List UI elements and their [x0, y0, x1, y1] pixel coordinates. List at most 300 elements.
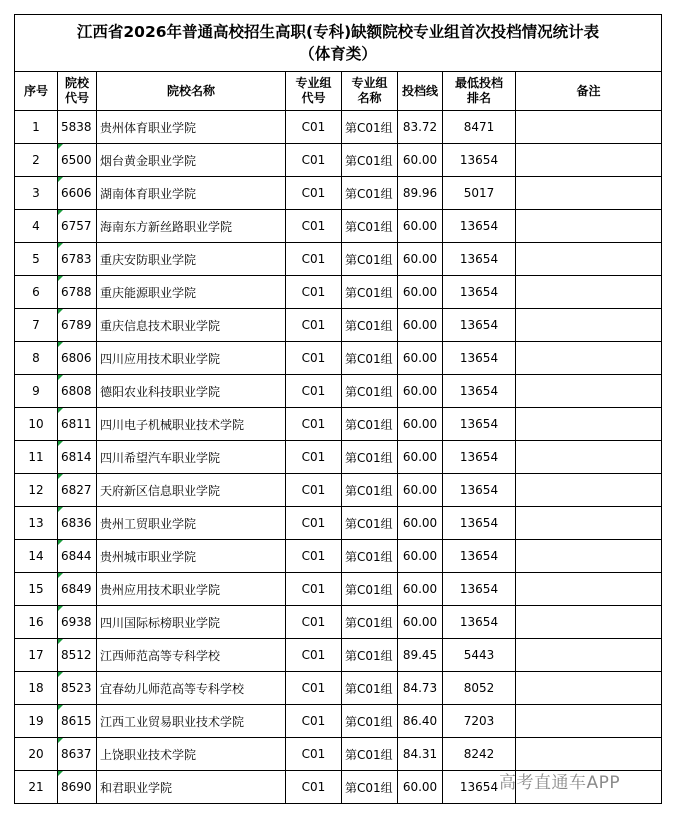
cell-group-code	[286, 276, 342, 309]
cell-min-rank-text: 5017	[463, 186, 495, 200]
table-row	[15, 210, 662, 243]
cell-remark	[516, 342, 662, 375]
cell-seq	[15, 705, 58, 738]
cell-group-name-text: 第C01组	[345, 681, 393, 696]
cell-group-name	[342, 771, 398, 804]
cell-school-code-text: 6808	[61, 384, 92, 398]
cell-group-code-text: C01	[301, 219, 326, 233]
cell-min-rank	[443, 573, 516, 606]
cell-min-rank	[443, 309, 516, 342]
cell-seq-text: 15	[28, 582, 44, 596]
cell-group-code-text: C01	[301, 384, 326, 398]
cell-remark	[516, 210, 662, 243]
cell-seq-text: 1	[32, 120, 40, 134]
cell-school-code	[58, 276, 97, 309]
title-row	[15, 15, 662, 72]
cell-min-rank	[443, 441, 516, 474]
admission-table-sheet	[14, 14, 661, 804]
cell-group-code	[286, 342, 342, 375]
cell-score	[398, 276, 443, 309]
cell-seq-text: 14	[28, 549, 44, 563]
cell-score	[398, 573, 443, 606]
cell-school-name	[97, 507, 286, 540]
cell-school-code-text: 6500	[61, 153, 92, 167]
cell-remark	[516, 111, 662, 144]
table-row	[15, 408, 662, 441]
cell-school-code-text: 5838	[61, 120, 92, 134]
header-school-code: 院校代号	[58, 72, 97, 111]
cell-remark	[516, 441, 662, 474]
cell-score	[398, 672, 443, 705]
cell-group-code-text: C01	[301, 252, 326, 266]
cell-group-code	[286, 375, 342, 408]
cell-group-code-text: C01	[301, 186, 326, 200]
cell-school-code-text: 6849	[61, 582, 92, 596]
cell-min-rank-text: 8471	[463, 120, 495, 134]
cell-school-name	[97, 672, 286, 705]
cell-group-code	[286, 738, 342, 771]
cell-group-name	[342, 540, 398, 573]
cell-comment-flag-icon	[58, 606, 63, 611]
cell-seq	[15, 375, 58, 408]
cell-min-rank-text: 13654	[459, 780, 499, 794]
cell-group-name-text: 第C01组	[345, 747, 393, 762]
cell-group-code-text: C01	[301, 417, 326, 431]
cell-min-rank	[443, 177, 516, 210]
cell-comment-flag-icon	[58, 474, 63, 479]
cell-group-code-text: C01	[301, 483, 326, 497]
watermark-text: 高考直通车APP	[499, 773, 621, 793]
cell-seq	[15, 507, 58, 540]
cell-group-code	[286, 606, 342, 639]
cell-score	[398, 705, 443, 738]
cell-seq-text: 12	[28, 483, 44, 497]
cell-score-text: 60.00	[402, 285, 438, 299]
cell-score-text: 89.96	[402, 186, 438, 200]
cell-seq-text: 8	[32, 351, 40, 365]
cell-score-text: 60.00	[402, 351, 438, 365]
cell-school-code-text: 8637	[61, 747, 92, 761]
cell-school-code-text: 6836	[61, 516, 92, 530]
cell-remark	[516, 375, 662, 408]
header-row	[15, 72, 662, 111]
cell-group-code	[286, 309, 342, 342]
cell-school-code-text: 6811	[61, 417, 92, 431]
cell-remark	[516, 144, 662, 177]
cell-group-name-text: 第C01组	[345, 714, 393, 729]
cell-min-rank-text: 13654	[459, 615, 499, 629]
cell-school-code	[58, 705, 97, 738]
cell-group-name	[342, 441, 398, 474]
cell-seq-text: 13	[28, 516, 44, 530]
cell-group-code	[286, 474, 342, 507]
cell-group-code	[286, 144, 342, 177]
cell-comment-flag-icon	[58, 705, 63, 710]
cell-remark	[516, 474, 662, 507]
cell-min-rank	[443, 474, 516, 507]
cell-group-name-text: 第C01组	[345, 318, 393, 333]
cell-min-rank-text: 13654	[459, 351, 499, 365]
table-row	[15, 144, 662, 177]
cell-seq	[15, 342, 58, 375]
cell-seq-text: 17	[28, 648, 44, 662]
cell-remark	[516, 672, 662, 705]
table-row	[15, 243, 662, 276]
cell-seq	[15, 441, 58, 474]
cell-seq	[15, 210, 58, 243]
cell-score-text: 83.72	[402, 120, 438, 134]
table-row	[15, 738, 662, 771]
cell-school-code	[58, 738, 97, 771]
table-row	[15, 177, 662, 210]
cell-school-code	[58, 144, 97, 177]
cell-group-code-text: C01	[301, 285, 326, 299]
cell-school-name	[97, 771, 286, 804]
cell-group-code-text: C01	[301, 318, 326, 332]
cell-min-rank	[443, 111, 516, 144]
cell-score-text: 60.00	[402, 780, 438, 794]
cell-seq	[15, 144, 58, 177]
cell-group-name	[342, 738, 398, 771]
cell-seq-text: 2	[32, 153, 40, 167]
cell-score-text: 60.00	[402, 483, 438, 497]
header-group-code: 专业组代号	[286, 72, 342, 111]
cell-group-name-text: 第C01组	[345, 780, 393, 795]
cell-group-name	[342, 210, 398, 243]
cell-score-text: 60.00	[402, 615, 438, 629]
cell-min-rank	[443, 144, 516, 177]
cell-group-name-text: 第C01组	[345, 252, 393, 267]
cell-school-name-text: 和君职业学院	[100, 780, 173, 795]
cell-comment-flag-icon	[58, 177, 63, 182]
cell-min-rank-text: 13654	[459, 483, 499, 497]
cell-min-rank	[443, 606, 516, 639]
cell-school-code	[58, 243, 97, 276]
cell-comment-flag-icon	[58, 639, 63, 644]
cell-school-name-text: 宜春幼儿师范高等专科学校	[100, 681, 245, 696]
cell-score-text: 60.00	[402, 450, 438, 464]
cell-school-code-text: 6827	[61, 483, 92, 497]
cell-min-rank	[443, 672, 516, 705]
cell-group-name	[342, 672, 398, 705]
cell-group-name	[342, 309, 398, 342]
cell-score	[398, 375, 443, 408]
cell-group-code-text: C01	[301, 615, 326, 629]
cell-group-code	[286, 243, 342, 276]
cell-group-code	[286, 111, 342, 144]
cell-group-name	[342, 375, 398, 408]
cell-seq	[15, 408, 58, 441]
cell-seq	[15, 738, 58, 771]
cell-group-code-text: C01	[301, 516, 326, 530]
cell-school-code	[58, 474, 97, 507]
cell-score-text: 84.31	[402, 747, 438, 761]
cell-group-name	[342, 474, 398, 507]
cell-seq-text: 7	[32, 318, 40, 332]
cell-remark	[516, 738, 662, 771]
cell-score	[398, 738, 443, 771]
cell-school-name-text: 重庆安防职业学院	[100, 252, 197, 267]
table-row	[15, 309, 662, 342]
cell-min-rank-text: 13654	[459, 285, 499, 299]
cell-school-code-text: 8512	[61, 648, 92, 662]
cell-group-code-text: C01	[301, 450, 326, 464]
table-row	[15, 375, 662, 408]
cell-comment-flag-icon	[58, 507, 63, 512]
cell-school-name-text: 海南东方新丝路职业学院	[100, 219, 233, 234]
cell-score	[398, 408, 443, 441]
cell-min-rank	[443, 276, 516, 309]
cell-score	[398, 540, 443, 573]
table-row	[15, 474, 662, 507]
cell-comment-flag-icon	[58, 309, 63, 314]
admission-table	[14, 14, 662, 804]
cell-score	[398, 474, 443, 507]
header-group-name: 专业组名称	[342, 72, 398, 111]
cell-comment-flag-icon	[58, 276, 63, 281]
cell-comment-flag-icon	[58, 210, 63, 215]
cell-min-rank-text: 13654	[459, 318, 499, 332]
cell-school-code	[58, 111, 97, 144]
cell-school-name	[97, 738, 286, 771]
cell-min-rank	[443, 705, 516, 738]
cell-seq-text: 18	[28, 681, 44, 695]
cell-school-code-text: 6789	[61, 318, 92, 332]
cell-min-rank-text: 13654	[459, 252, 499, 266]
cell-min-rank-text: 13654	[459, 219, 499, 233]
cell-school-name-text: 四川希望汽车职业学院	[100, 450, 221, 465]
cell-group-name	[342, 507, 398, 540]
cell-school-code	[58, 309, 97, 342]
cell-score-text: 60.00	[402, 153, 438, 167]
table-title-line1: 江西省2026年普通高校招生高职(专科)缺额院校专业组首次投档情况统计表	[76, 23, 600, 41]
cell-school-name	[97, 177, 286, 210]
cell-school-name-text: 贵州体育职业学院	[100, 120, 197, 135]
cell-score	[398, 606, 443, 639]
cell-min-rank-text: 13654	[459, 153, 499, 167]
cell-score	[398, 144, 443, 177]
cell-school-code-text: 8523	[61, 681, 92, 695]
cell-score-text: 60.00	[402, 582, 438, 596]
cell-min-rank-text: 13654	[459, 450, 499, 464]
cell-score-text: 60.00	[402, 219, 438, 233]
cell-score-text: 60.00	[402, 549, 438, 563]
cell-remark	[516, 639, 662, 672]
cell-group-code	[286, 210, 342, 243]
cell-group-code	[286, 408, 342, 441]
table-row	[15, 342, 662, 375]
cell-score-text: 60.00	[402, 318, 438, 332]
cell-school-code-text: 6806	[61, 351, 92, 365]
cell-group-name-text: 第C01组	[345, 549, 393, 564]
cell-seq-text: 6	[32, 285, 40, 299]
table-row	[15, 639, 662, 672]
cell-school-code-text: 8615	[61, 714, 92, 728]
cell-seq	[15, 243, 58, 276]
table-row	[15, 111, 662, 144]
cell-comment-flag-icon	[58, 408, 63, 413]
cell-school-name-text: 重庆信息技术职业学院	[100, 318, 221, 333]
cell-remark	[516, 573, 662, 606]
cell-seq	[15, 573, 58, 606]
cell-seq	[15, 111, 58, 144]
cell-remark	[516, 705, 662, 738]
cell-school-name-text: 四川应用技术职业学院	[100, 351, 221, 366]
cell-school-code-text: 8690	[61, 780, 92, 794]
cell-group-name-text: 第C01组	[345, 120, 393, 135]
cell-seq-text: 9	[32, 384, 40, 398]
cell-school-name	[97, 408, 286, 441]
cell-school-name	[97, 342, 286, 375]
table-row	[15, 540, 662, 573]
cell-remark	[516, 177, 662, 210]
table-row	[15, 672, 662, 705]
cell-group-name-text: 第C01组	[345, 417, 393, 432]
cell-min-rank-text: 13654	[459, 384, 499, 398]
cell-group-name-text: 第C01组	[345, 483, 393, 498]
cell-group-name-text: 第C01组	[345, 516, 393, 531]
cell-school-code	[58, 507, 97, 540]
table-row	[15, 276, 662, 309]
cell-group-name-text: 第C01组	[345, 615, 393, 630]
cell-seq-text: 4	[32, 219, 40, 233]
table-body	[15, 111, 662, 804]
table-title	[15, 15, 662, 72]
cell-score	[398, 210, 443, 243]
cell-score-text: 60.00	[402, 516, 438, 530]
cell-group-name-text: 第C01组	[345, 153, 393, 168]
cell-score-text: 60.00	[402, 252, 438, 266]
cell-group-code	[286, 441, 342, 474]
cell-school-code-text: 6783	[61, 252, 92, 266]
cell-score-text: 86.40	[402, 714, 438, 728]
cell-seq-text: 5	[32, 252, 40, 266]
cell-school-code	[58, 441, 97, 474]
cell-min-rank	[443, 375, 516, 408]
cell-school-name-text: 四川国际标榜职业学院	[100, 615, 221, 630]
cell-school-code	[58, 177, 97, 210]
cell-group-code-text: C01	[301, 549, 326, 563]
cell-school-code	[58, 375, 97, 408]
cell-comment-flag-icon	[58, 375, 63, 380]
cell-school-name	[97, 243, 286, 276]
cell-seq	[15, 474, 58, 507]
cell-remark	[516, 606, 662, 639]
cell-min-rank-text: 13654	[459, 417, 499, 431]
cell-school-code-text: 6606	[61, 186, 92, 200]
cell-school-name	[97, 441, 286, 474]
cell-score	[398, 243, 443, 276]
cell-school-name	[97, 573, 286, 606]
cell-min-rank-text: 13654	[459, 582, 499, 596]
cell-group-name-text: 第C01组	[345, 285, 393, 300]
cell-min-rank	[443, 540, 516, 573]
cell-group-name-text: 第C01组	[345, 351, 393, 366]
cell-school-name	[97, 375, 286, 408]
cell-school-code-text: 6938	[61, 615, 92, 629]
cell-group-code-text: C01	[301, 714, 326, 728]
cell-school-code	[58, 639, 97, 672]
cell-school-name	[97, 111, 286, 144]
cell-remark	[516, 408, 662, 441]
cell-school-name	[97, 309, 286, 342]
cell-group-code	[286, 639, 342, 672]
cell-remark	[516, 309, 662, 342]
cell-min-rank	[443, 408, 516, 441]
cell-score-text: 89.45	[402, 648, 438, 662]
header-score: 投档线	[398, 72, 443, 111]
cell-school-name	[97, 276, 286, 309]
cell-group-name	[342, 573, 398, 606]
cell-min-rank-text: 13654	[459, 549, 499, 563]
cell-school-code	[58, 342, 97, 375]
cell-seq-text: 10	[28, 417, 44, 431]
cell-group-name-text: 第C01组	[345, 648, 393, 663]
header-remark: 备注	[516, 72, 662, 111]
cell-group-code-text: C01	[301, 120, 326, 134]
cell-group-name	[342, 606, 398, 639]
table-row	[15, 507, 662, 540]
cell-school-code	[58, 672, 97, 705]
cell-min-rank-text: 5443	[463, 648, 495, 662]
cell-min-rank-text: 8242	[463, 747, 495, 761]
cell-group-code-text: C01	[301, 351, 326, 365]
cell-school-name-text: 贵州工贸职业学院	[100, 516, 197, 531]
cell-remark	[516, 276, 662, 309]
cell-school-name-text: 贵州城市职业学院	[100, 549, 197, 564]
cell-seq	[15, 309, 58, 342]
cell-school-code	[58, 606, 97, 639]
cell-comment-flag-icon	[58, 342, 63, 347]
cell-group-name-text: 第C01组	[345, 219, 393, 234]
cell-seq	[15, 540, 58, 573]
cell-score	[398, 342, 443, 375]
cell-school-code	[58, 210, 97, 243]
cell-min-rank	[443, 639, 516, 672]
cell-comment-flag-icon	[58, 672, 63, 677]
cell-school-name	[97, 606, 286, 639]
cell-comment-flag-icon	[58, 540, 63, 545]
cell-group-code	[286, 177, 342, 210]
cell-min-rank-text: 8052	[463, 681, 495, 695]
cell-comment-flag-icon	[58, 144, 63, 149]
cell-group-code	[286, 507, 342, 540]
cell-score	[398, 507, 443, 540]
cell-min-rank	[443, 243, 516, 276]
cell-group-name	[342, 342, 398, 375]
cell-seq-text: 19	[28, 714, 44, 728]
cell-group-name	[342, 144, 398, 177]
cell-min-rank	[443, 342, 516, 375]
cell-school-code-text: 6757	[61, 219, 92, 233]
cell-school-name	[97, 144, 286, 177]
cell-group-code-text: C01	[301, 648, 326, 662]
cell-group-code	[286, 540, 342, 573]
cell-school-name	[97, 540, 286, 573]
header-school-name: 院校名称	[97, 72, 286, 111]
cell-seq-text: 21	[28, 780, 44, 794]
cell-school-code	[58, 771, 97, 804]
cell-school-name	[97, 639, 286, 672]
cell-school-name	[97, 210, 286, 243]
header-min-rank: 最低投档排名	[443, 72, 516, 111]
cell-min-rank-text: 13654	[459, 516, 499, 530]
cell-school-name	[97, 474, 286, 507]
cell-remark	[516, 507, 662, 540]
cell-seq-text: 16	[28, 615, 44, 629]
cell-comment-flag-icon	[58, 441, 63, 446]
cell-seq	[15, 639, 58, 672]
